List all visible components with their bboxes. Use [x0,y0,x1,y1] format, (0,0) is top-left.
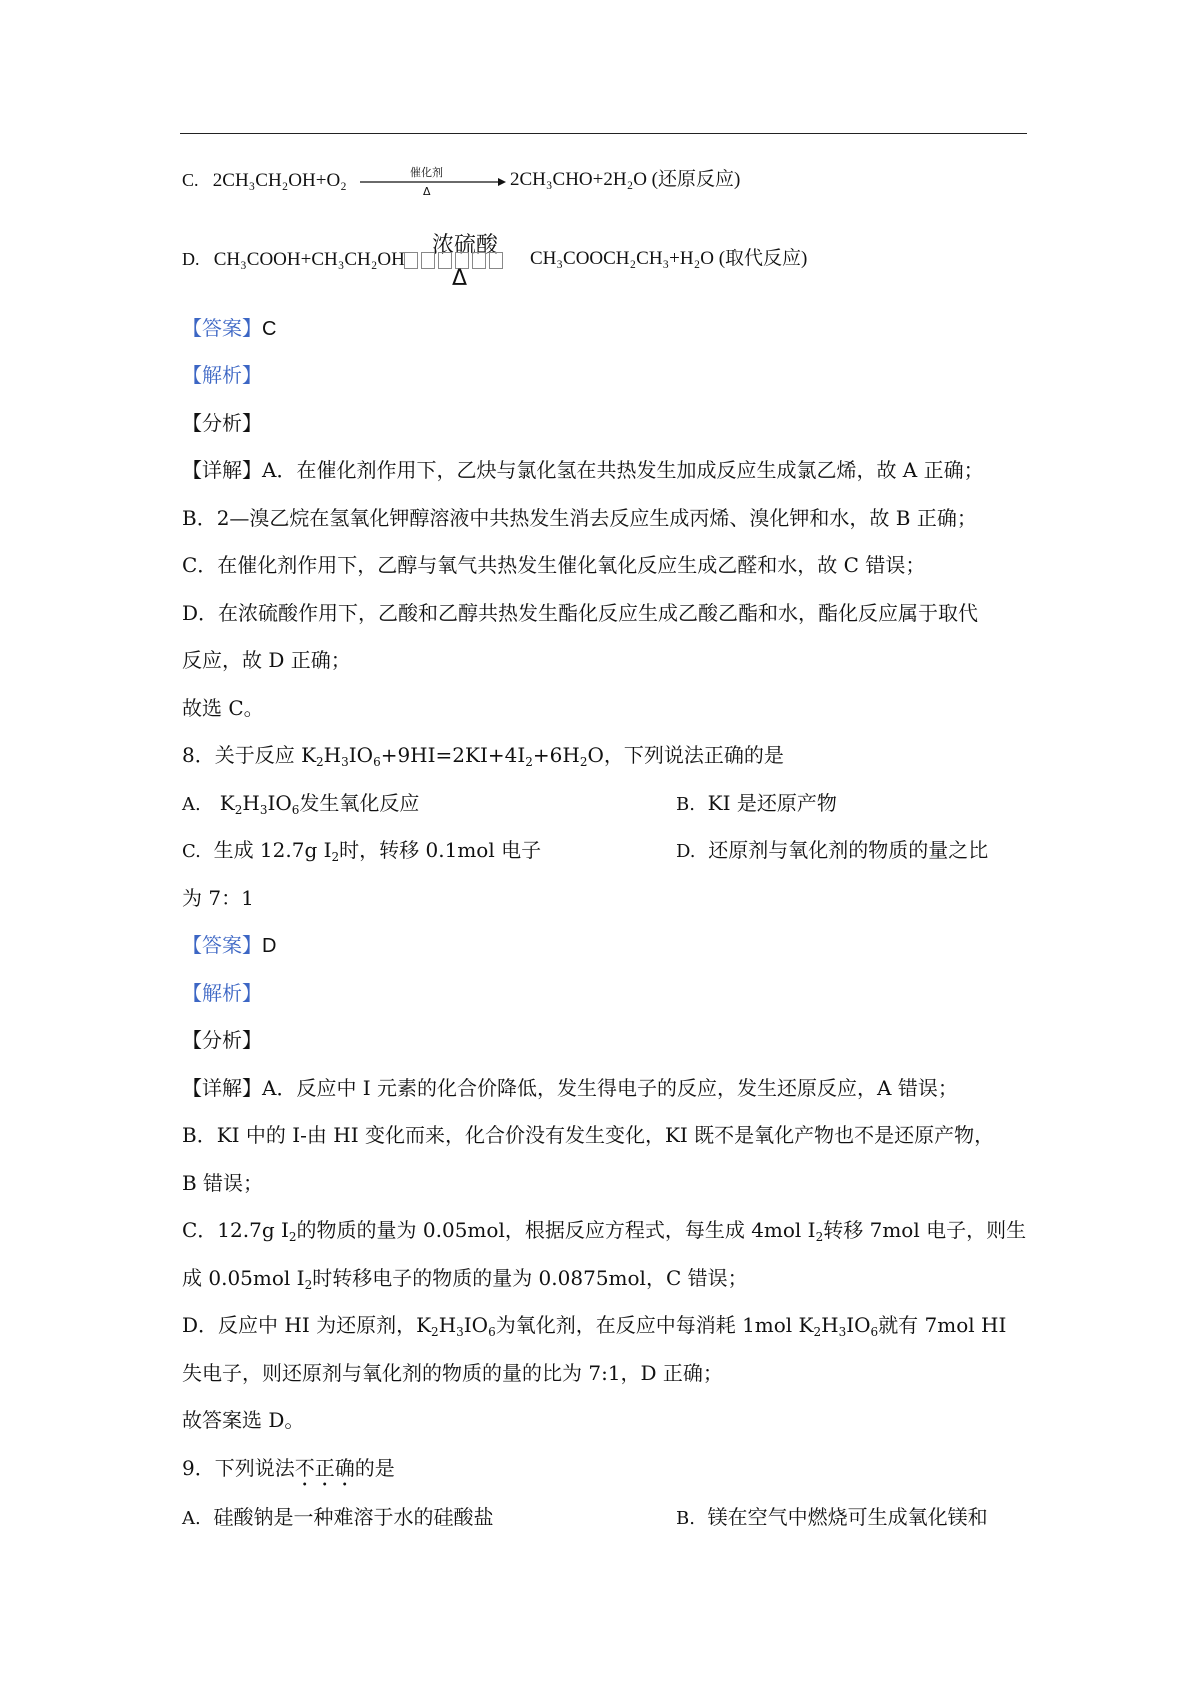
equation-right: CH₃COOCH₂CH₃+H₂O (取代反应) [530,248,808,269]
stem-text: 的是 [354,1456,395,1480]
answer-line [182,314,276,343]
detail-d-line1: D．在浓硫酸作用下，乙酸和乙醇共热发生酯化反应生成乙酸乙酯和水，酯化反应属于取代 [182,601,979,625]
detail-text: A．反应中 I 元素的化合价降低，发生得电子的反应，发生还原反应，A 错误； [262,1076,958,1100]
q8-option-b [676,789,837,819]
detail-b-line1: B．KI 中的 I-由 HI 变化而来，化合价没有发生变化，KI 既不是氧化产物也不是还原产物， [182,1123,995,1147]
analysis-tag: 【解析】 [182,981,262,1005]
q8-option-d-cont: 为 7：1 [182,886,254,910]
option-letter: C. [182,170,199,190]
answer-value: D [262,935,277,957]
stem-text: +6H [532,743,580,767]
catalyst-label: 催化剂 [410,166,443,179]
option-text: 镁在空气中燃烧可生成氧化镁和 [707,1505,988,1529]
q9-option-a [182,1503,493,1533]
option-letter: A. [182,1508,201,1529]
stem-text: IO [348,743,374,767]
option-text: 时，转移 0.1mol 电子 [339,838,542,862]
detail-d-line2: 失电子，则还原剂与氧化剂的物质的量的比为 7:1，D 正确； [182,1361,723,1385]
equation-right: 2CH₃CHO+2H₂O (还原反应) [510,169,741,190]
answer-value: C [262,318,277,340]
detail-c: C．在催化剂作用下，乙醇与氧气共热发生催化氧化反应生成乙醛和水，故 C 错误； [182,553,926,577]
stem-text: 9．下列说法 [182,1456,295,1480]
stem-text: H [323,743,342,767]
fenxi-tag: 【分析】 [182,1028,262,1052]
q8-option-c: C. 生成 12.7g $I_2$时，转移 0.1mol 电子 [182,838,542,864]
equation-left: CH₃COOH+CH₃CH₂OH [213,249,405,270]
detail-d-line1: D．反应中 HI 为还原剂，$K_2H_3IO_6$为氧化剂，在反应中每消耗 1mol $K_2H_3IO_6$就有 7mol HI [182,1313,1007,1339]
answer-line [182,931,276,960]
question-8-stem: 8．关于反应 $K_2H_3IO_6+9HI=2KI+4I_2+6H_2O$，下列说法正确的是 [182,743,784,769]
emphasis-text: 不正确 [294,1456,355,1480]
stem-text: O，下列说法正确的是 [587,743,784,767]
stem-text: +9HI=2KI+4I [380,743,526,767]
option-c-equation [182,166,347,195]
option-letter: B. [676,794,695,815]
detail-a [182,1074,958,1102]
option-text: 生成 12.7g I [213,838,332,862]
detail-tag: 【详解】 [182,458,262,482]
question-9-stem [182,1454,395,1491]
option-letter: B. [676,1508,695,1529]
detail-text: 转移 7mol 电子，则生 [823,1218,1027,1242]
option-letter: D. [676,841,696,862]
detail-text: 就有 7mol HI [878,1313,1007,1337]
detail-text: 的物质的量为 0.05mol，根据反应方程式，每生成 4mol I [296,1218,816,1242]
conclusion: 故答案选 D。 [182,1408,305,1432]
detail-text: C．12.7g I [182,1218,289,1242]
heat-label: Δ [452,266,468,291]
detail-b: B．2—溴乙烷在氢氧化钾醇溶液中共热发生消去反应生成丙烯、溴化钾和水，故 B 正确； [182,506,977,530]
option-text: 还原剂与氧化剂的物质的量之比 [708,838,989,862]
detail-tag: 【详解】 [182,1076,262,1100]
detail-text: 时转移电子的物质的量为 0.0875mol，C 错误； [312,1266,748,1290]
detail-b-line2: B 错误； [182,1171,264,1195]
option-letter: A. [182,794,201,815]
conclusion: 故选 C。 [182,696,264,720]
heat-label: Δ [423,185,431,198]
q8-option-d [676,836,988,866]
detail-text: A．在催化剂作用下，乙炔与氯化氢在共热发生加成反应生成氯乙烯，故 A 正确； [262,458,984,482]
q8-option-a: A. $K_2H_3IO_6$发生氧化反应 [182,791,420,817]
equation-left: 2CH₃CH₂OH+O₂ [212,170,347,191]
detail-a [182,456,984,484]
option-letter: D. [182,249,200,269]
fenxi-tag: 【分析】 [182,411,262,435]
answer-tag: 【答案】 [182,316,262,340]
option-text: 硅酸钠是一种难溶于水的硅酸盐 [213,1505,494,1529]
option-text: 发生氧化反应 [299,791,420,815]
stem-text: 8．关于反应 K [182,743,317,767]
header-rule [180,133,1027,134]
detail-text: 为氧化剂，在反应中每消耗 1mol K [495,1313,814,1337]
answer-tag: 【答案】 [182,933,262,957]
detail-text: 成 0.05mol I [182,1266,305,1290]
analysis-tag: 【解析】 [182,363,262,387]
detail-c-line2: 成 0.05mol $I_2$时转移电子的物质的量为 0.0875mol，C 错误； [182,1266,748,1292]
option-d-equation [182,245,405,274]
detail-c-line1: C．12.7g $I_2$的物质的量为 0.05mol，根据反应方程式，每生成 4mol $I_2$转移 7mol 电子，则生 [182,1218,1027,1244]
detail-d-line2: 反应，故 D 正确； [182,648,351,672]
condition-label: 浓硫酸 [432,233,499,258]
detail-text: D．反应中 HI 为还原剂，K [182,1313,432,1337]
option-text: KI 是还原产物 [707,791,837,815]
option-letter: C. [182,841,201,862]
q9-option-b [676,1503,988,1533]
